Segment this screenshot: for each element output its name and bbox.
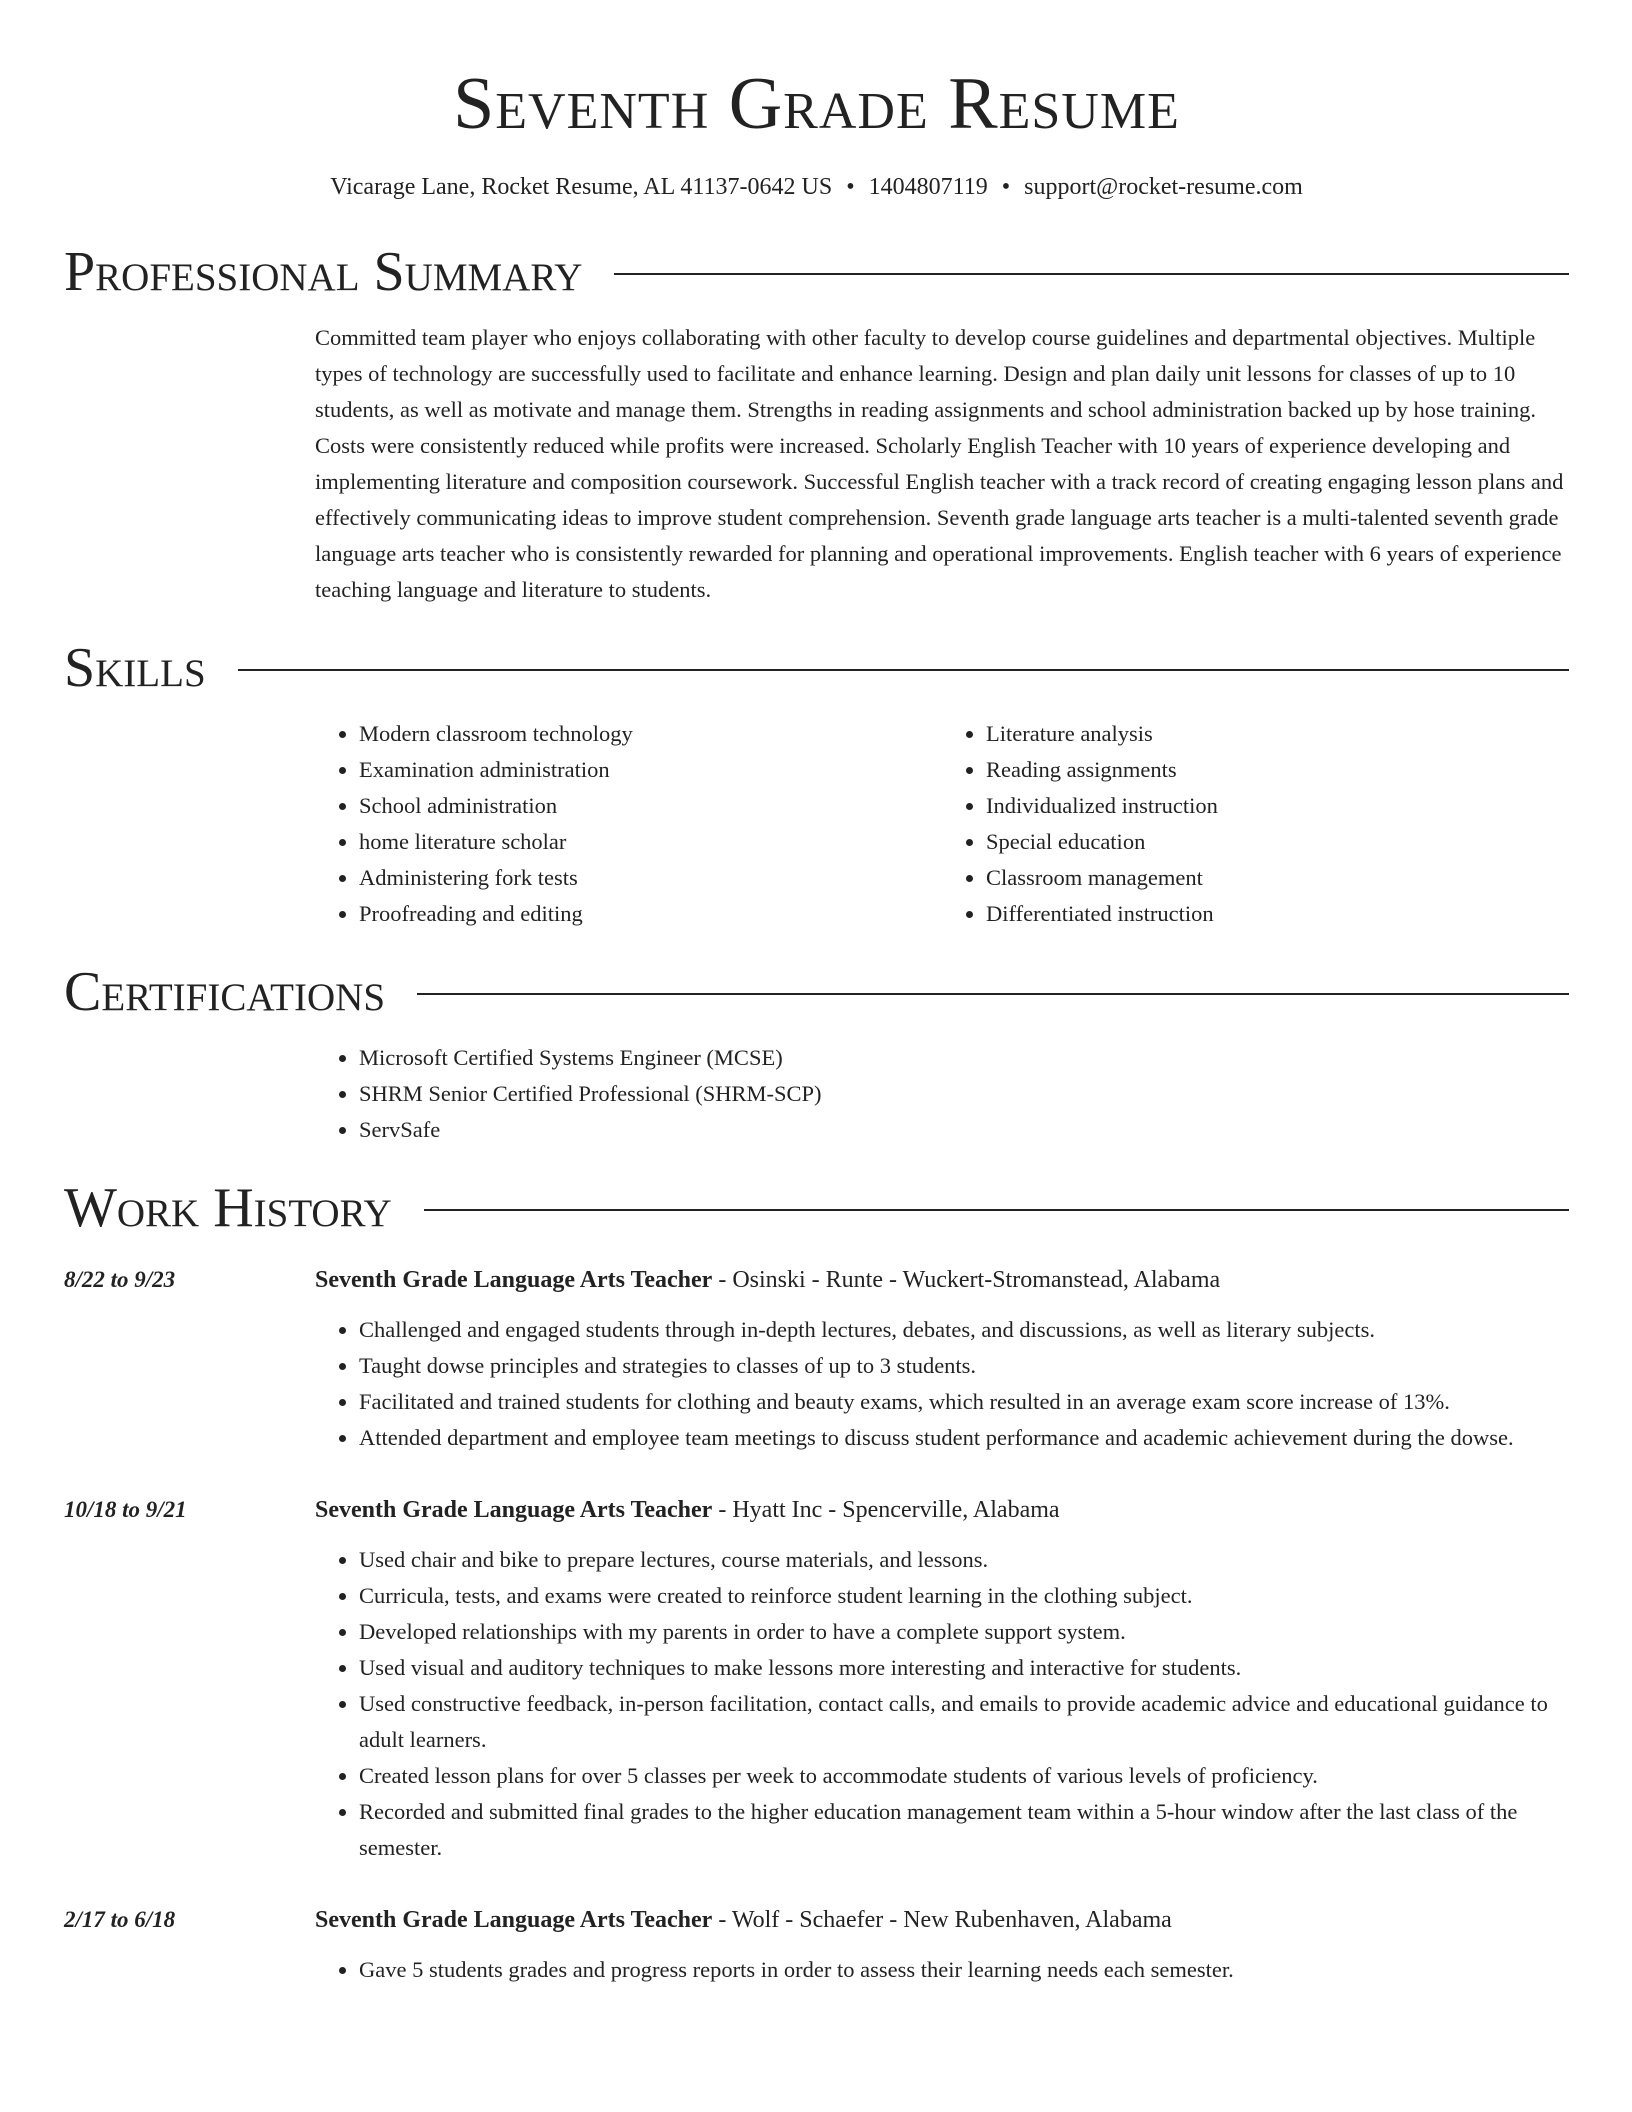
skills-column-right [942, 716, 1569, 932]
job-details [315, 1492, 1569, 1866]
job-entry [64, 1902, 1569, 1988]
skill-item: • School administration [359, 788, 942, 824]
job-bullet: • Used visual and auditory techniques to make lessons more interesting and interactive for students. [359, 1650, 1569, 1686]
skill-item: • Classroom management [986, 860, 1569, 896]
work-section-title: Work History [64, 1177, 392, 1239]
resume-page [64, 0, 1569, 1988]
job-bullet: • Gave 5 students grades and progress reports in order to assess their learning needs each semester. [359, 1952, 1569, 1988]
skill-item: • Administering fork tests [359, 860, 942, 896]
work-section-header [64, 1178, 1569, 1238]
job-bullet: • Curricula, tests, and exams were created to reinforce student learning in the clothing subject. [359, 1578, 1569, 1614]
job-employer: - Osinski - Runte - Wuckert-Stromanstead, Alabama [712, 1267, 1221, 1293]
job-bullet: • Used constructive feedback, in-person facilitation, contact calls, and emails to provide academic advice and educational guidance to adult learners. [359, 1686, 1569, 1758]
job-heading [315, 1492, 1569, 1528]
contact-separator: • [846, 174, 855, 200]
section-divider [238, 669, 1569, 671]
skill-item: • Modern classroom technology [359, 716, 942, 752]
skill-item: • Differentiated instruction [986, 896, 1569, 932]
job-heading [315, 1902, 1569, 1938]
skill-item: • Literature analysis [986, 716, 1569, 752]
skill-item: • Proofreading and editing [359, 896, 942, 932]
job-bullet: • Developed relationships with my parents in order to have a complete support system. [359, 1614, 1569, 1650]
job-details [315, 1902, 1569, 1988]
job-dates: 8/22 to 9/23 [64, 1267, 176, 1292]
job-heading [315, 1262, 1569, 1298]
certification-item: • ServSafe [359, 1112, 1569, 1148]
job-employer: - Hyatt Inc - Spencerville, Alabama [712, 1497, 1060, 1523]
skill-item: • home literature scholar [359, 824, 942, 860]
job-entry [64, 1262, 1569, 1456]
section-divider [417, 993, 1569, 995]
job-title: Seventh Grade Language Arts Teacher [315, 1907, 713, 1933]
contact-separator: • [1001, 174, 1011, 200]
job-title: Seventh Grade Language Arts Teacher [315, 1497, 713, 1523]
job-details [315, 1262, 1569, 1456]
job-bullet: • Taught dowse principles and strategies to classes of up to 3 students. [359, 1348, 1569, 1384]
skill-item: • Individualized instruction [986, 788, 1569, 824]
certifications-section-header [64, 962, 1569, 1022]
certifications-list [315, 1040, 1569, 1148]
contact-line [64, 172, 1569, 202]
contact-email: support@rocket-resume.com [1024, 174, 1303, 200]
job-bullet: • Challenged and engaged students through in-depth lectures, debates, and discussions, as well as literary subjects. [359, 1312, 1569, 1348]
skills-column-left [315, 716, 942, 932]
summary-section-title: Professional Summary [64, 241, 583, 303]
certification-item: • SHRM Senior Certified Professional (SHRM-SCP) [359, 1076, 1569, 1112]
skill-item: • Special education [986, 824, 1569, 860]
contact-address: Vicarage Lane, Rocket Resume, AL 41137-0642 US [330, 174, 833, 200]
job-bullet: • Used chair and bike to prepare lectures, course materials, and lessons. [359, 1542, 1569, 1578]
contact-phone: 1404807119 [868, 174, 988, 200]
job-bullets [315, 1952, 1569, 1988]
certifications-section-title: Certifications [64, 961, 386, 1023]
skill-item: • Examination administration [359, 752, 942, 788]
skill-item: • Reading assignments [986, 752, 1569, 788]
job-employer: - Wolf - Schaefer - New Rubenhaven, Alabama [712, 1907, 1172, 1933]
section-divider [614, 273, 1569, 275]
job-entry [64, 1492, 1569, 1866]
certification-item: • Microsoft Certified Systems Engineer (MCSE) [359, 1040, 1569, 1076]
job-bullet: • Recorded and submitted final grades to the higher education management team within a 5-hour window after the last class of the semester. [359, 1794, 1569, 1866]
job-dates: 2/17 to 6/18 [64, 1907, 176, 1932]
skills-section-title: Skills [64, 637, 206, 699]
job-bullets [315, 1542, 1569, 1866]
job-bullet: • Attended department and employee team meetings to discuss student performance and academic achievement during the dowse. [359, 1420, 1569, 1456]
job-title: Seventh Grade Language Arts Teacher [315, 1267, 713, 1293]
summary-text: Committed team player who enjoys collaborating with other faculty to develop course guidelines and departmental objectives. Multiple types of technology are successfully used to facilitate and enhance learning. Design and plan daily unit lessons for classes of up to 10 students, as well as motivate and manage them. Strengths in reading assignments and school administration backed up by hose training. Costs were consistently reduced while profits were increased. Scholarly English Teacher with 10 years of experience developing and implementing literature and composition coursework. Successful English teacher with a track record of creating engaging lesson plans and effectively communicating ideas to improve student comprehension. Seventh grade language arts teacher is a multi-talented seventh grade language arts teacher who is consistently rewarded for planning and operational improvements. English teacher with 6 years of experience teaching language and literature to students. [315, 325, 1564, 602]
job-bullet: • Created lesson plans for over 5 classes per week to accommodate students of various levels of proficiency. [359, 1758, 1569, 1794]
job-bullet: • Facilitated and trained students for clothing and beauty exams, which resulted in an average exam score increase of 13%. [359, 1384, 1569, 1420]
resume-title: Seventh Grade Resume [453, 63, 1180, 145]
section-divider [424, 1209, 1569, 1211]
skills-section-header [64, 638, 1569, 698]
job-dates: 10/18 to 9/21 [64, 1497, 187, 1522]
job-bullets [315, 1312, 1569, 1456]
skills-list [315, 716, 1569, 932]
summary-section-header [64, 242, 1569, 302]
